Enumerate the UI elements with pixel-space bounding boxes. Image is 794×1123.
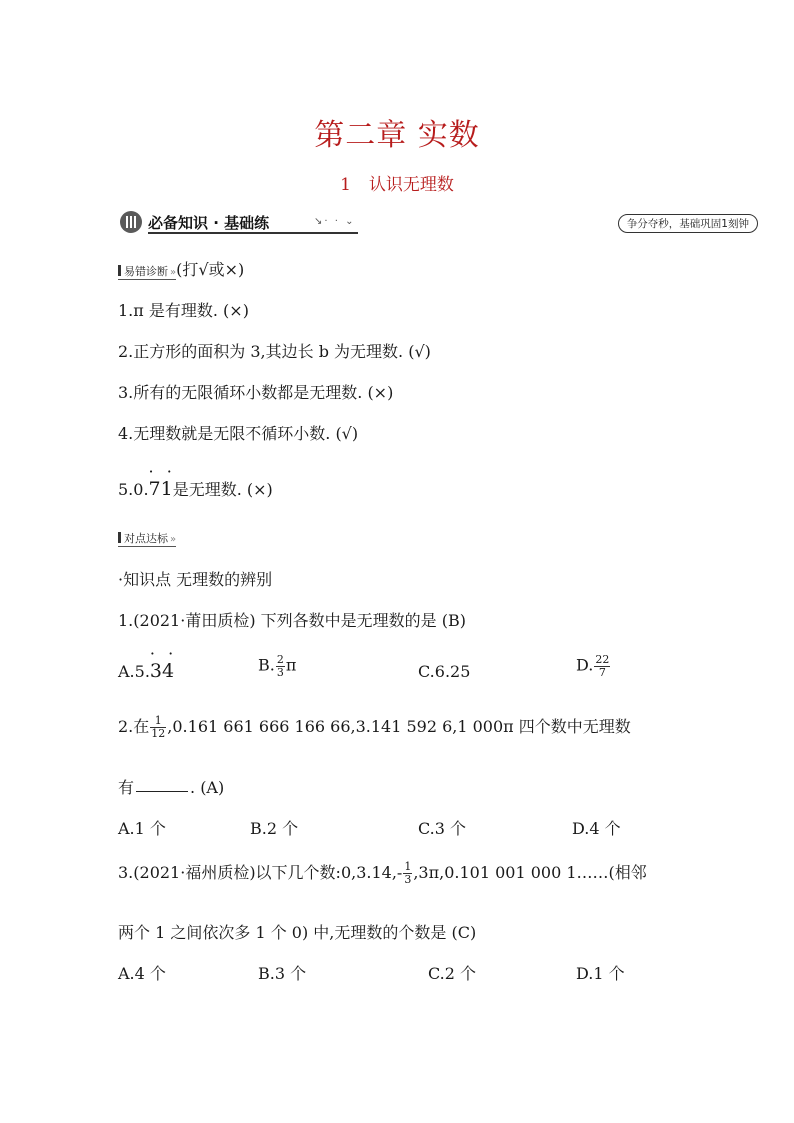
q2-stem-line1: 2.在 $\frac{1}{12}$ ,0.161 661 666 166 66,3.141 592 6,1 000π 四个数中无理数 [118,714,631,740]
chevron-right-icon: » [170,534,177,545]
fraction: $\frac{1}{12}$ [151,714,166,740]
repeat-dots: · · [148,462,176,481]
label-bar-icon [118,532,121,543]
section-banner [118,210,758,236]
error-item-3: 3.所有的无限循环小数都是无理数. (×) [118,383,394,402]
q3-stem-line1: 3.(2021·福州质检)以下几个数:0,3.14,- $\frac{1}{3}$ ,3π,0.101 001 000 1……(相邻 [118,860,647,886]
book-icon [120,211,142,233]
error-diagnosis-header [118,257,244,280]
repeating-decimal: · · 34 [149,644,178,682]
q1-stem: 1.(2021·莆田质检) 下列各数中是无理数的是 (B) [118,611,466,630]
instruction-text: (打√或×) [176,260,245,279]
q3-stem-line2: 两个 1 之间依次多 1 个 0) 中,无理数的个数是 (C) [118,923,477,942]
repeating-decimal: · · 71 [148,462,176,500]
q2-stem-line2: 有 . (A) [118,778,225,797]
time-hint-badge: 争分夺秒，基础巩固1刻钟 [618,214,758,233]
q1-option-b: B. $\frac{2}{3}$ π [258,653,297,679]
chapter-title: 第二章 实数 [314,118,480,153]
banner-decoration: ↘· · ⌄ [314,216,356,227]
error-item-2: 2.正方形的面积为 3,其边长 b 为无理数. (√) [118,342,431,361]
q3-option-b: B.3 个 [258,964,307,983]
knowledge-point: ·知识点 无理数的辨别 [118,570,273,589]
error-diagnosis-label: 易错诊断 » [118,265,176,280]
error-item-5: 5.0. · · 71是无理数. (×) [118,462,273,500]
q2-option-c: C.3 个 [418,819,467,838]
error-item-1: 1.π 是有理数. (×) [118,301,249,320]
q1-option-a: A.5. · · 34 [118,644,178,682]
fraction: $\frac{2}{3}$ [276,653,284,679]
q3-option-a: A.4 个 [118,964,166,983]
lesson-title [0,170,794,195]
banner-title: 必备知识 · 基础练 [148,214,270,232]
error-item-4: 4.无理数就是无限不循环小数. (√) [118,424,359,443]
q1-option-d: D. $\frac{22}{7}$ [576,653,610,679]
q1-option-c: C.6.25 [418,662,471,681]
fraction: $\frac{22}{7}$ [595,653,610,679]
q2-option-a: A.1 个 [118,819,166,838]
q2-option-d: D.4 个 [572,819,621,838]
lesson-title-text: 认识无理数 [368,175,454,195]
practice-label: 对点达标 » [118,532,176,547]
banner-underline [148,232,358,234]
fraction: $\frac{1}{3}$ [404,860,412,886]
answer-blank [136,791,188,792]
q3-option-c: C.2 个 [428,964,477,983]
q2-option-b: B.2 个 [250,819,299,838]
label-bar-icon [118,265,121,276]
lesson-number: 1 [340,175,351,195]
practice-header [118,527,176,546]
chevron-right-icon: » [170,267,177,278]
q3-option-d: D.1 个 [576,964,625,983]
repeat-dots: · · [149,644,178,663]
